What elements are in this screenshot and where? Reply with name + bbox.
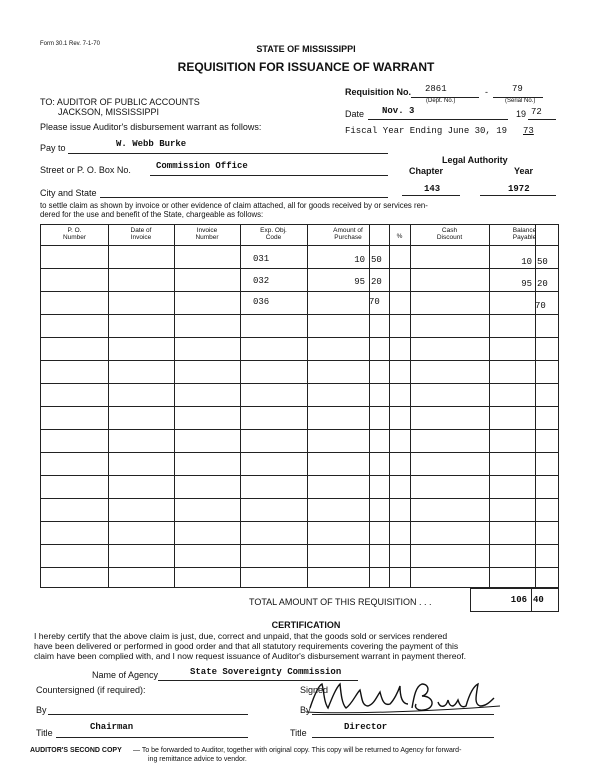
serial-caption: (Serial No.): [505, 98, 536, 104]
title-right-value[interactable]: Director: [344, 722, 388, 732]
addressee-line1: TO: AUDITOR OF PUBLIC ACCOUNTS: [40, 97, 200, 107]
col-date-invoice: Date of Invoice: [130, 227, 152, 241]
certification-line2: have been delivered or performed in good order and that all statutory requirements covering the payment of this: [34, 641, 459, 651]
row1-amount-cents[interactable]: 50: [371, 255, 382, 265]
row1-code[interactable]: 031: [253, 254, 270, 264]
dept-no[interactable]: 2861: [425, 84, 447, 94]
col-po: P. O. Number: [62, 227, 87, 241]
pay-to-value[interactable]: W. Webb Burke: [116, 139, 187, 149]
row1-balance-dollars[interactable]: 10: [521, 257, 532, 267]
row1-amount-dollars[interactable]: 10: [354, 255, 365, 265]
row2-code[interactable]: 032: [253, 276, 270, 286]
addressee-line2: JACKSON, MISSISSIPPI: [58, 107, 160, 117]
dept-caption: (Dept. No.): [426, 98, 456, 104]
chapter-value[interactable]: 143: [424, 184, 441, 194]
footer-text1: — To be forwarded to Auditor, together with original copy. This copy will be returned to Agency for forward-: [133, 747, 462, 754]
total-label: TOTAL AMOUNT OF THIS REQUISITION . . .: [249, 597, 432, 607]
state-heading: STATE OF MISSISSIPPI: [256, 44, 356, 54]
row3-code[interactable]: 036: [253, 297, 270, 307]
street-value[interactable]: Commission Office: [156, 161, 248, 171]
row3-amount-cents[interactable]: 70: [369, 297, 380, 307]
title-label-left: Title: [36, 728, 53, 738]
col-amount: Amount of Purchase: [333, 227, 363, 241]
year-prefix: 19: [516, 109, 527, 119]
col-balance: Balance Payable: [512, 227, 537, 241]
chapter-label: Chapter: [409, 166, 444, 176]
certification-line1: I hereby certify that the above claim is just, due, correct and unpaid, that the goods sold or services rendered: [34, 631, 448, 641]
col-invoice-number: Invoice Number: [195, 227, 219, 241]
date-label: Date: [345, 109, 365, 119]
year-label: Year: [514, 166, 534, 176]
fiscal-year-text: Fiscal Year Ending June 30, 19: [345, 126, 508, 136]
pay-to-label: Pay to: [40, 143, 66, 153]
requisition-label: Requisition No.: [345, 87, 411, 97]
settle-text-2: dered for the use and benefit of the State, chargeable as follows:: [40, 210, 264, 219]
certification-line3: claim have been complied with, and I now request issuance of Auditor's disbursement warrant in payment thereof.: [34, 651, 467, 661]
col-exp-code: Exp. Obj. Code: [260, 227, 287, 241]
form-id: Form 30.1 Rev. 7-1-70: [40, 41, 100, 47]
requisition-dash: -: [485, 87, 488, 97]
certification-heading: CERTIFICATION: [271, 620, 341, 630]
row2-amount-dollars[interactable]: 95: [354, 277, 365, 287]
handwritten-signature: [304, 678, 502, 720]
footer-copy: AUDITOR'S SECOND COPY: [30, 747, 122, 754]
total-dollars[interactable]: 106: [510, 595, 527, 605]
form-title: REQUISITION FOR ISSUANCE OF WARRANT: [177, 60, 435, 74]
city-state-label: City and State: [40, 188, 97, 198]
date-value[interactable]: Nov. 3: [382, 106, 415, 116]
col-percent: %: [396, 233, 403, 240]
settle-text-1: to settle claim as shown by invoice or other evidence of claim attached, all for goods received by or services ren-: [40, 201, 428, 210]
agency-label: Name of Agency: [92, 670, 159, 680]
signed-label: Signed: [300, 685, 329, 695]
by-label-left: By: [36, 705, 47, 715]
by-label-right: By: [300, 705, 311, 715]
row3-balance-cents[interactable]: 70: [535, 301, 546, 311]
fiscal-year-value[interactable]: 73: [523, 126, 534, 136]
title-label-right: Title: [290, 728, 307, 738]
row2-amount-cents[interactable]: 20: [371, 277, 382, 287]
title-left-value[interactable]: Chairman: [90, 722, 134, 732]
footer-text2: ing remittance advice to vendor.: [148, 756, 247, 763]
countersigned-label: Countersigned (if required):: [36, 685, 146, 695]
legal-authority-heading: Legal Authority: [442, 155, 508, 165]
year-value-legal[interactable]: 1972: [508, 184, 530, 194]
street-label: Street or P. O. Box No.: [40, 165, 131, 175]
serial-no[interactable]: 79: [512, 84, 523, 94]
row2-balance-dollars[interactable]: 95: [521, 279, 532, 289]
row2-balance-cents[interactable]: 20: [537, 279, 548, 289]
col-discount: Cash Discount: [436, 227, 463, 241]
instruction: Please issue Auditor's disbursement warrant as follows:: [40, 122, 262, 132]
agency-value[interactable]: State Sovereignty Commission: [190, 667, 342, 677]
row1-balance-cents[interactable]: 50: [537, 257, 548, 267]
year-value[interactable]: 72: [531, 107, 542, 117]
total-cents[interactable]: 40: [533, 595, 544, 605]
claim-table: [40, 224, 559, 588]
